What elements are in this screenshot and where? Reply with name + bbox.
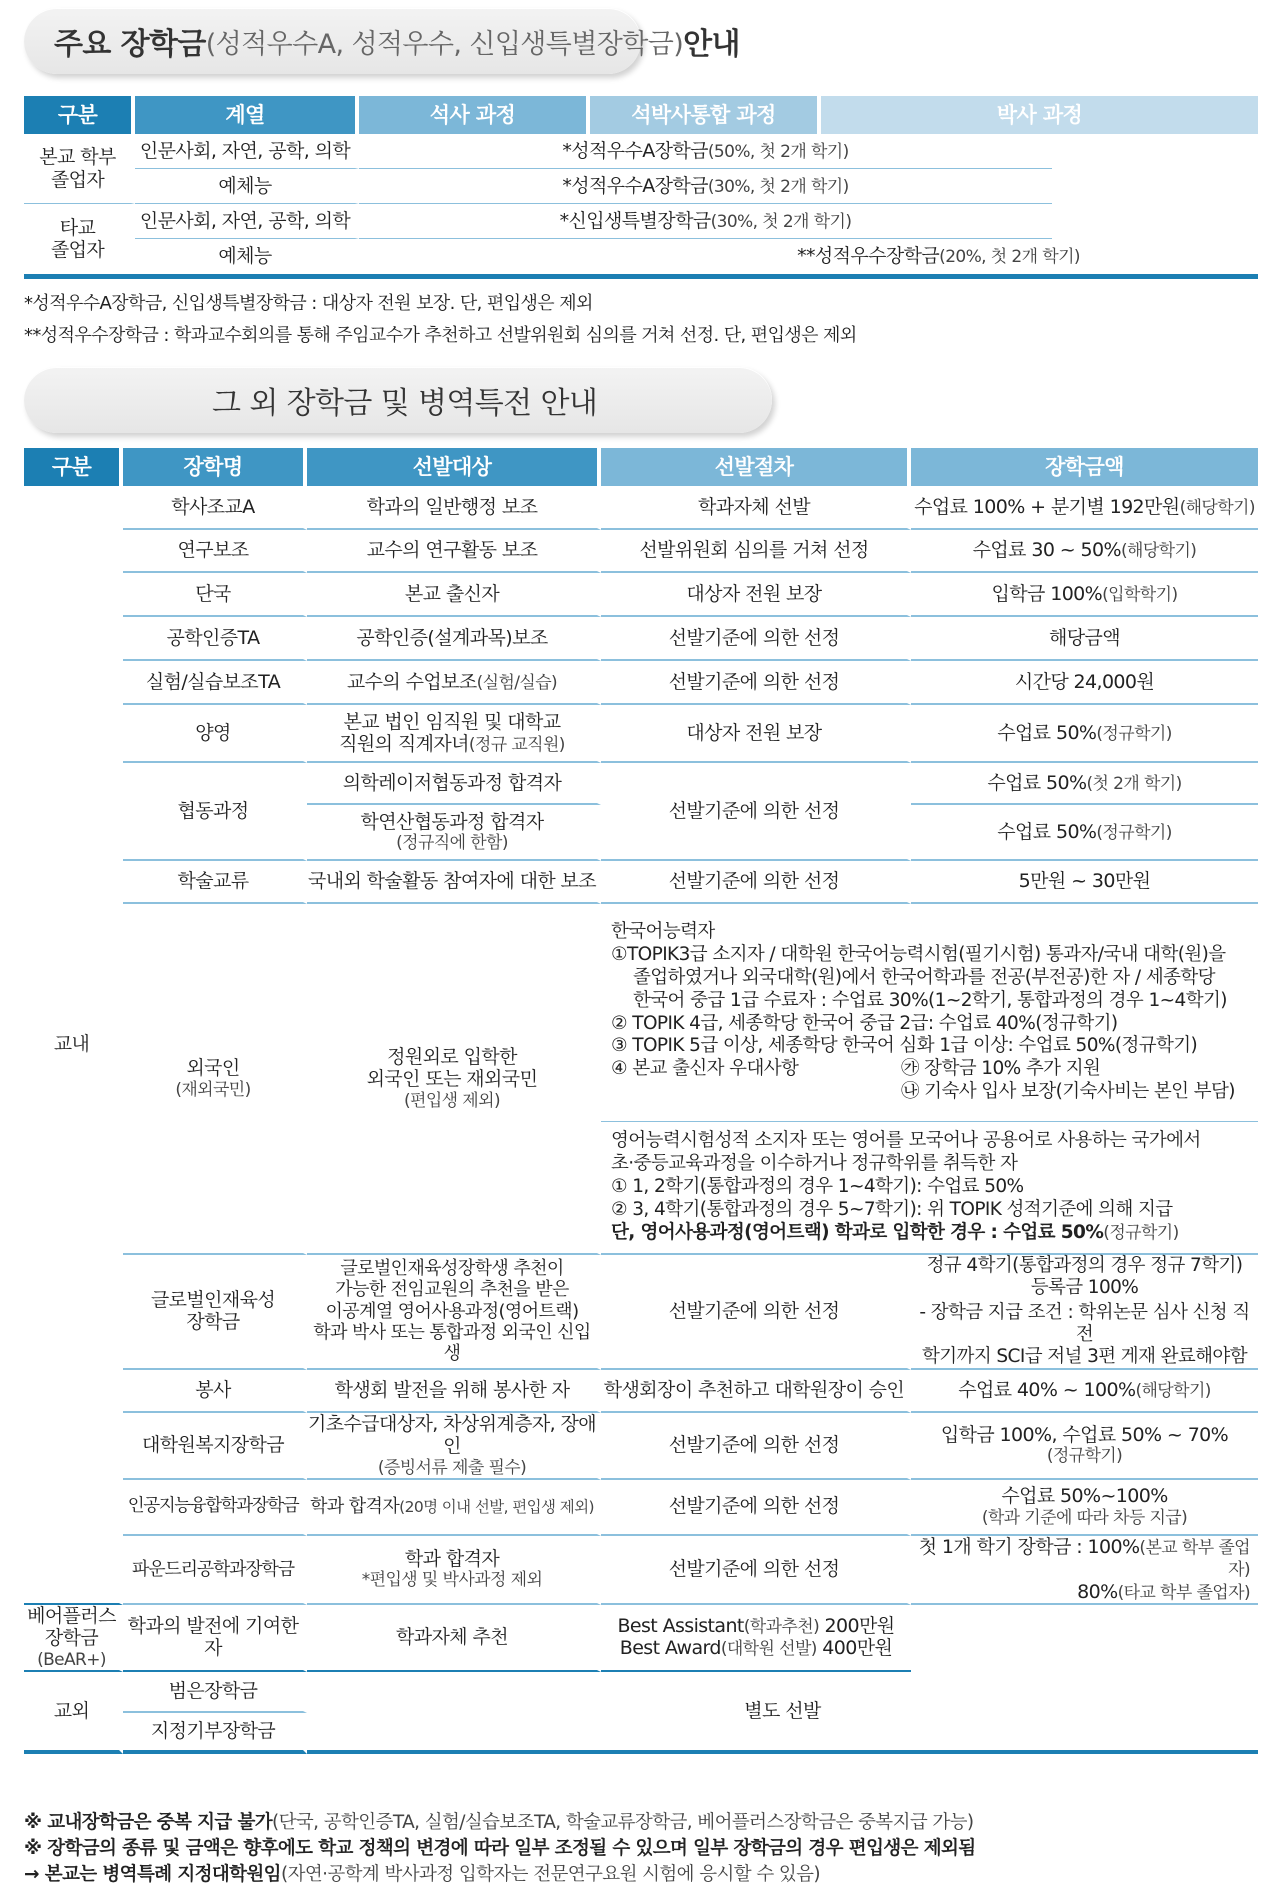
scholarship-amount: 수업료 30 ~ 50%(해당학기) [911,530,1258,573]
t1-header-field: 계열 [135,96,359,134]
inner-label: 교내 [24,486,123,1605]
scholarship-process: 학생회장이 추천하고 대학원장이 승인 [601,1370,911,1413]
scholarship-amount: 수업료 100% + 분기별 192만원(해당학기) [911,486,1258,530]
t1-award: *신입생특별장학금(30%, 첫 2개 학기) [359,204,1052,239]
note-line: *성적우수A장학금, 신입생특별장학금 : 대상자 전원 보장. 단, 편입생은 제외 [24,293,593,314]
scholarship-target: 본교 법인 임직원 및 대학교 직원의 직계자녀(정규 교직원) [307,705,601,763]
section2-title-text: 그 외 장학금 및 병역특전 안내 [212,386,598,421]
scholarship-process: 대상자 전원 보장 [601,705,911,763]
scholarship-process: 선발기준에 의한 선정 [601,763,911,861]
t2-header-process: 선발절차 [601,448,911,486]
scholarship-process: 선발기준에 의한 선정 [601,661,911,705]
scholarship-target: 정원외로 입학한 외국인 또는 재외국민 (편입생 제외) [307,904,601,1255]
t1-group-own: 본교 학부 졸업자 [24,134,135,204]
scholarship-amount: 수업료 50%(정규학기) [911,705,1258,763]
scholarship-amount: 수업료 50%(첫 2개 학기) [911,763,1258,805]
section1-title-main: 주요 장학금 [54,27,206,62]
scholarship-process: 학과자체 추천 [307,1605,601,1672]
scholarship-amount: 수업료 50%(정규학기) [911,805,1258,861]
other-scholarship-table [24,448,1258,1754]
english-proficiency-block: 영어능력시험성적 소지자 또는 영어를 모국어나 공용어로 사용하는 국가에서 초·중등교육과정을 이수하거나 정규학위를 취득한 자 ① 1, 2학기(통합과정의 경우 1~4학기): 수업료 50% ② 3, 4학기(통합과정의 경우 5~7학기): 위 TOPIK 성적기준에 의해 지급 단, 영어사용과정(영어트랙) 학과로 입학한 경우 : 수업료 50%(정규학기) [601,1122,1258,1255]
section1-title-sub: (성적우수A, 성적우수, 신입생특별장학금) [205,28,684,60]
scholarship-amount: 시간당 24,000원 [911,661,1258,705]
scholarship-name: 인공지능융합학과장학금 [123,1480,307,1536]
scholarship-target: 학과 합격자(20명 이내 선발, 편입생 제외) [307,1480,601,1536]
t1-header-combined: 석박사통합 과정 [590,96,821,134]
scholarship-target: 의학레이저협동과정 합격자 [307,763,601,805]
scholarship-process: 선발기준에 의한 선정 [601,1536,911,1605]
t2-header-amount: 장학금액 [911,448,1258,486]
scholarship-amount: 첫 1개 학기 장학금 : 100%(본교 학부 졸업자) 80%(타교 학부 졸업자) [911,1536,1258,1605]
scholarship-target: 국내외 학술활동 참여자에 대한 보조 [307,861,601,904]
scholarship-process: 선발기준에 의한 선정 [601,861,911,904]
scholarship-process: 대상자 전원 보장 [601,573,911,617]
scholarship-name: 대학원복지장학금 [123,1413,307,1480]
main-scholarship-table [24,96,1258,279]
section1-title-end: 안내 [683,27,740,62]
scholarship-amount: 5만원 ~ 30만원 [911,861,1258,904]
t1-field: 예체능 [135,239,359,274]
scholarship-name: 양영 [123,705,307,763]
scholarship-target: 학과의 일반행정 보조 [307,486,601,530]
t1-header-gubun: 구분 [24,96,135,134]
t1-award: **성적우수장학금(20%, 첫 2개 학기) [797,245,1080,268]
scholarship-name: 베어플러스장학금 (BeAR+) [24,1605,123,1672]
scholarship-amount: 수업료 40% ~ 100%(해당학기) [911,1370,1258,1413]
scholarship-amount: 입학금 100%(입학학기) [911,573,1258,617]
scholarship-target: 학과 합격자 *편입생 및 박사과정 제외 [307,1536,601,1605]
scholarship-name: 공학인증TA [123,617,307,661]
outer-label: 교외 [24,1672,123,1754]
scholarship-amount: 수업료 50%~100% (학과 기준에 따라 차등 지급) [911,1480,1258,1536]
t1-header-doctor: 박사 과정 [821,96,1258,134]
scholarship-target: 글로벌인재육성장학생 추천이 가능한 전임교원의 추천을 받은 이공계열 영어사용과정(영어트랙) 학과 박사 또는 통합과정 외국인 신입생 [307,1255,601,1370]
korean-proficiency-block: 한국어능력자 ①TOPIK3급 소지자 / 대학원 한국어능력시험(필기시험) 통과자/국내 대학(원)을 졸업하였거나 외국대학(원)에서 한국어학과를 전공(부전공)한 자 / 세종학당 한국어 중급 1급 수료자 : 수업료 30%(1~2학기, 통합과정의 경우 1~4학기) ② TOPIK 4급, 세종학당 한국어 중급 2급: 수업료 40%(정규학기) ③ TOPIK 5급 이상, 세종학당 한국어 심화 1급 이상: 수업료 50%(정규학기) ④ 본교 출신자 우대사항 ㉮ 장학금 10% 추가 지원 ㉯ 기숙사 입사 보장(기숙사비는 본인 부담) [601,904,1258,1122]
t1-header-master: 석사 과정 [359,96,590,134]
t2-header-target: 선발대상 [307,448,601,486]
scholarship-amount: 입학금 100%, 수업료 50% ~ 70% (정규학기) [911,1413,1258,1480]
note-line: ※ 교내장학금은 중복 지급 불가(단국, 공학인증TA, 실험/실습보조TA, 학술교류장학금, 베어플러스장학금은 중복지급 가능) [24,1812,974,1833]
scholarship-name: 봉사 [123,1370,307,1413]
scholarship-target: 본교 출신자 [307,573,601,617]
scholarship-process: 선발기준에 의한 선정 [601,1255,911,1370]
scholarship-name: 학술교류 [123,861,307,904]
t1-award: *성적우수A장학금(30%, 첫 2개 학기) [359,169,1052,204]
outer-scholarship-name: 범은장학금 [123,1672,307,1713]
scholarship-process: 선발기준에 의한 선정 [601,1413,911,1480]
scholarship-target: 학과의 발전에 기여한 자 [123,1605,307,1672]
scholarship-target: 학생회 발전을 위해 봉사한 자 [307,1370,601,1413]
t2-header-gubun: 구분 [24,448,123,486]
t2-header-name: 장학명 [123,448,307,486]
t1-field: 인문사회, 자연, 공학, 의학 [135,204,359,239]
outer-scholarship-name: 지정기부장학금 [123,1713,307,1754]
scholarship-target: 기초수급대상자, 차상위계층자, 장애인 (증빙서류 제출 필수) [307,1413,601,1480]
scholarship-process: 학과자체 선발 [601,486,911,530]
scholarship-amount: Best Assistant(학과추천) 200만원 Best Award(대학원 선발) 400만원 [601,1605,911,1672]
scholarship-name: 연구보조 [123,530,307,573]
scholarship-process: 선발기준에 의한 선정 [601,617,911,661]
scholarship-name: 파운드리공학과장학금 [123,1536,307,1605]
scholarship-process: 선발위원회 심의를 거쳐 선정 [601,530,911,573]
note-line: **성적우수장학금 : 학과교수회의를 통해 주임교수가 추천하고 선발위원회 심의를 거쳐 선정. 단, 편입생은 제외 [24,325,857,346]
scholarship-name: 실험/실습보조TA [123,661,307,705]
scholarship-amount: 정규 4학기(통합과정의 경우 정규 7학기) 등록금 100% - 장학금 지급 조건 : 학위논문 심사 신청 직전 학기까지 SCI급 저널 3편 게재 완료해야함 [911,1255,1258,1370]
scholarship-target: 학연산협동과정 합격자 (정규직에 한함) [307,805,601,861]
scholarship-target: 교수의 수업보조(실험/실습) [307,661,601,705]
t1-group-other: 타교 졸업자 [24,204,135,274]
scholarship-name: 협동과정 [123,763,307,861]
note-line: ※ 장학금의 종류 및 금액은 향후에도 학교 정책의 변경에 따라 일부 조정될 수 있으며 일부 장학금의 경우 편입생은 제외됨 [24,1838,976,1859]
scholarship-process: 선발기준에 의한 선정 [601,1480,911,1536]
outer-note: 별도 선발 [307,1672,1258,1754]
scholarship-name: 단국 [123,573,307,617]
scholarship-target: 공학인증(설계과목)보조 [307,617,601,661]
table1-notes [24,288,857,352]
t1-field: 예체능 [135,169,359,204]
scholarship-name: 외국인 (재외국민) [123,904,307,1255]
t1-award: *성적우수A장학금(50%, 첫 2개 학기) [359,134,1052,169]
section2-title [24,367,772,433]
scholarship-amount: 해당금액 [911,617,1258,661]
scholarship-name: 학사조교A [123,486,307,530]
note-line: → 본교는 병역특례 지정대학원임(자연·공학계 박사과정 입학자는 전문연구요원 시험에 응시할 수 있음) [24,1864,821,1884]
scholarship-name: 글로벌인재육성 장학금 [123,1255,307,1370]
t1-field: 인문사회, 자연, 공학, 의학 [135,134,359,169]
scholarship-target: 교수의 연구활동 보조 [307,530,601,573]
table2-notes [24,1810,976,1884]
section1-title [24,8,740,74]
